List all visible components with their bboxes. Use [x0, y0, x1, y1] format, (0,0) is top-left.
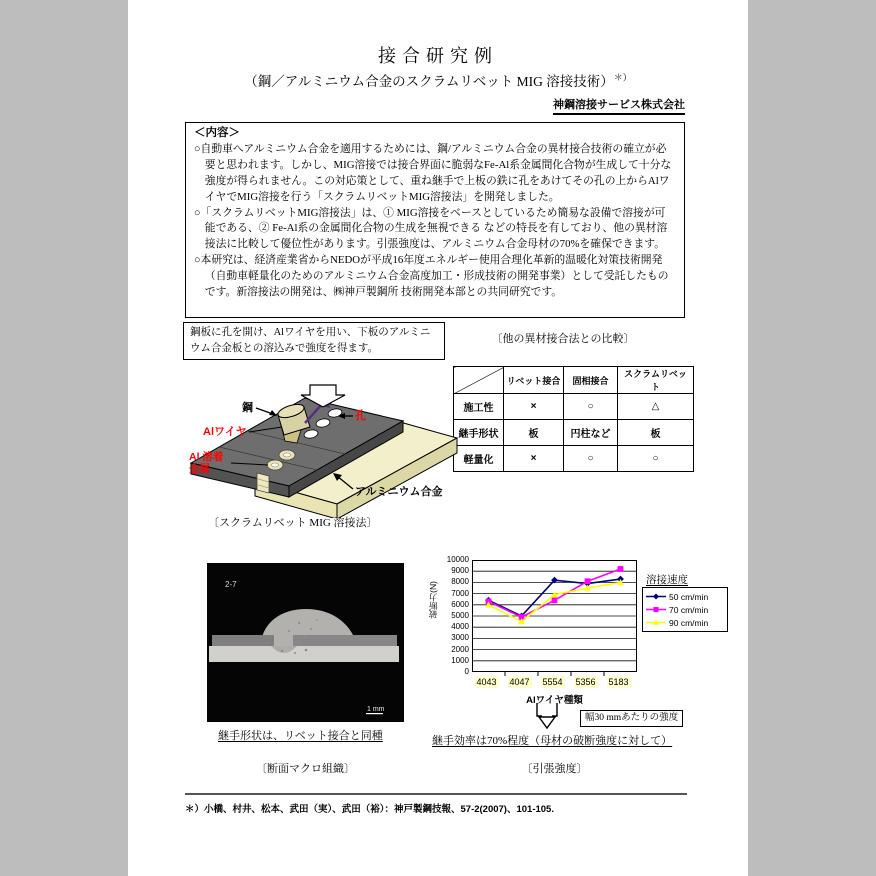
row-label: 軽量化	[454, 446, 504, 472]
scale-bar	[366, 713, 383, 714]
y-tick-label: 5000	[451, 611, 469, 620]
macro-section-photo	[207, 563, 404, 722]
process-note-box: 鋼板に孔を開け、Alワイヤを用い、下板のアルミニウム合金板との溶込みで強度を得ます。	[183, 322, 445, 360]
table-row	[454, 394, 694, 420]
page-title: 接合研究例	[378, 46, 498, 66]
content-paragraph: ○本研究は、経済産業省からNEDOが平成16年度エネルギー使用合理化革新的温暖化対策技術開発（自動車軽量化のためのアルミニウム合金高度加工・形成技術の開発事業）として受託したものです。新溶接法の開発は、㈱神戸製鋼所 技術開発本部との共同研究です。	[194, 254, 669, 299]
x-tick-label: 4047	[509, 677, 530, 687]
legend-label: 70 cm/min	[669, 604, 709, 615]
row-label: 施工性	[454, 394, 504, 420]
width-note-box: 幅30 mmあたりの強度	[580, 710, 683, 727]
footer-rule	[185, 793, 687, 795]
row-label: 継手形状	[454, 420, 504, 446]
footnote-reference: ＊）小橋、村井、松本、武田（実）、武田（裕）：神戸製鋼技報、57-2(2007)、101-105.	[185, 804, 554, 815]
upper-steel-plate-right	[293, 635, 397, 646]
comparison-table	[453, 366, 694, 472]
tensile-caption: 〔引張強度〕	[521, 763, 588, 775]
column-header: スクラムリベット	[618, 367, 694, 394]
table-cell: ○	[564, 394, 618, 420]
legend-marker-icon	[646, 618, 666, 627]
y-tick-label: 1000	[451, 655, 469, 665]
data-point-marker	[618, 566, 624, 572]
legend-entry	[646, 616, 724, 629]
table-cell: △	[618, 394, 694, 420]
legend-label: 50 cm/min	[669, 591, 709, 602]
content-header: ＜内容＞	[194, 127, 240, 139]
y-tick-label: 7000	[451, 588, 469, 598]
y-tick-label: 10000	[446, 555, 469, 564]
plot-area	[472, 560, 637, 678]
table-cell: ×	[504, 394, 564, 420]
x-tick-label: 5356	[575, 677, 596, 687]
table-cell: ○	[618, 446, 694, 472]
table-cell: 板	[504, 420, 564, 446]
data-point-marker	[552, 597, 558, 603]
subtitle-text: （鋼／アルミニウム合金のスクラムリベット MIG 溶接技術）	[244, 74, 614, 89]
x-axis-label: Alワイヤ種類	[526, 695, 583, 706]
x-tick-label: 5554	[542, 677, 563, 687]
page-subtitle	[128, 70, 748, 90]
column-header: 固相接合	[564, 367, 618, 394]
weld-through-hole	[274, 635, 293, 646]
scale-bar-label: 1 mm	[367, 706, 385, 713]
down-arrow-connector	[528, 703, 568, 731]
y-tick-label: 8000	[451, 577, 469, 587]
y-tick-label: 9000	[451, 566, 469, 576]
content-paragraph: ○自動車へアルミニウム合金を適用するためには、鋼/アルミニウム合金の異材接合技術の確立が必要と思われます。しかし、MIG溶接では接合界面に脆弱なFe-Al系金属間化合物が生成して十分な強度が得られません。この対応策として、重ね継手で上板の鉄に孔をあけてその孔の上からAlワイヤでMIG溶接を行う「スクラムリベットMIG溶接法」を開発しました。	[194, 142, 672, 203]
comparison-caption: 〔他の異材接合法との比較〕	[491, 333, 635, 345]
table-cell: 円柱など	[564, 420, 618, 446]
column-header: リベット接合	[504, 367, 564, 394]
al-wire-label: Alワイヤ	[203, 426, 247, 438]
tensile-strength-chart	[428, 553, 723, 713]
y-tick-label: 3000	[451, 633, 469, 643]
table-cell: ○	[564, 446, 618, 472]
document-page	[128, 0, 748, 876]
x-tick-label: 5183	[608, 677, 629, 687]
data-point-marker	[585, 578, 591, 584]
table-row	[454, 420, 694, 446]
macro-note: 継手形状は、リベット接合と同種	[218, 730, 383, 742]
legend-title: 溶接速度	[646, 574, 688, 586]
al-weld-metal-label-1: Al 溶着	[189, 451, 224, 463]
data-point-marker	[653, 607, 658, 612]
al-alloy-label: アルミニウム合金	[355, 486, 443, 498]
photo-id-label: 2-7	[225, 580, 237, 589]
footnote-ref-mark: ＊）	[613, 72, 632, 83]
joint-efficiency-note: 継手効率は70%程度（母材の破断強度に対して）	[432, 735, 673, 747]
chart-legend	[642, 587, 728, 632]
data-point-marker	[653, 594, 659, 600]
y-tick-label: 0	[464, 667, 469, 676]
diagram-caption: 〔スクラムリベット MIG 溶接法〕	[208, 517, 378, 529]
legend-marker-icon	[646, 592, 666, 601]
al-weld-metal-label-2: 金属	[189, 463, 210, 475]
legend-entry	[646, 603, 724, 616]
upper-steel-plate-left	[212, 635, 274, 646]
y-tick-label: 6000	[451, 599, 469, 609]
steel-label: 鋼	[242, 402, 253, 414]
legend-label: 90 cm/min	[669, 617, 709, 628]
content-summary-box	[185, 122, 685, 318]
y-tick-label: 2000	[451, 644, 469, 654]
process-illustration	[185, 383, 470, 518]
hole-label: 孔	[355, 410, 366, 422]
legend-entry	[646, 590, 724, 603]
table-header-row	[454, 367, 694, 394]
company-name: 神鋼溶接サービス株式会社	[553, 96, 685, 115]
steel-pointer-head	[269, 410, 277, 416]
content-paragraph: ○「スクラムリベットMIG溶接法」は、① MIG溶接をベースとしているため簡易な設備で溶接が可能である、② Fe-Al系の金属間化合物の生成を無視できる などの特長を有しており、他の異材溶接法に比較して優位性があります。引張強度は、アルミニウム合金母材の70%を確保できます。	[194, 206, 668, 251]
y-tick-label: 4000	[451, 622, 469, 632]
table-cell: ×	[504, 446, 564, 472]
table-row	[454, 446, 694, 472]
table-cell: 板	[618, 420, 694, 446]
y-axis-label: 破断力(N)	[428, 581, 438, 619]
legend-marker-icon	[646, 605, 666, 614]
macro-caption: 〔断面マクロ組織〕	[256, 763, 355, 775]
x-tick-label: 4043	[476, 677, 497, 687]
lower-aluminum-plate	[209, 646, 399, 662]
